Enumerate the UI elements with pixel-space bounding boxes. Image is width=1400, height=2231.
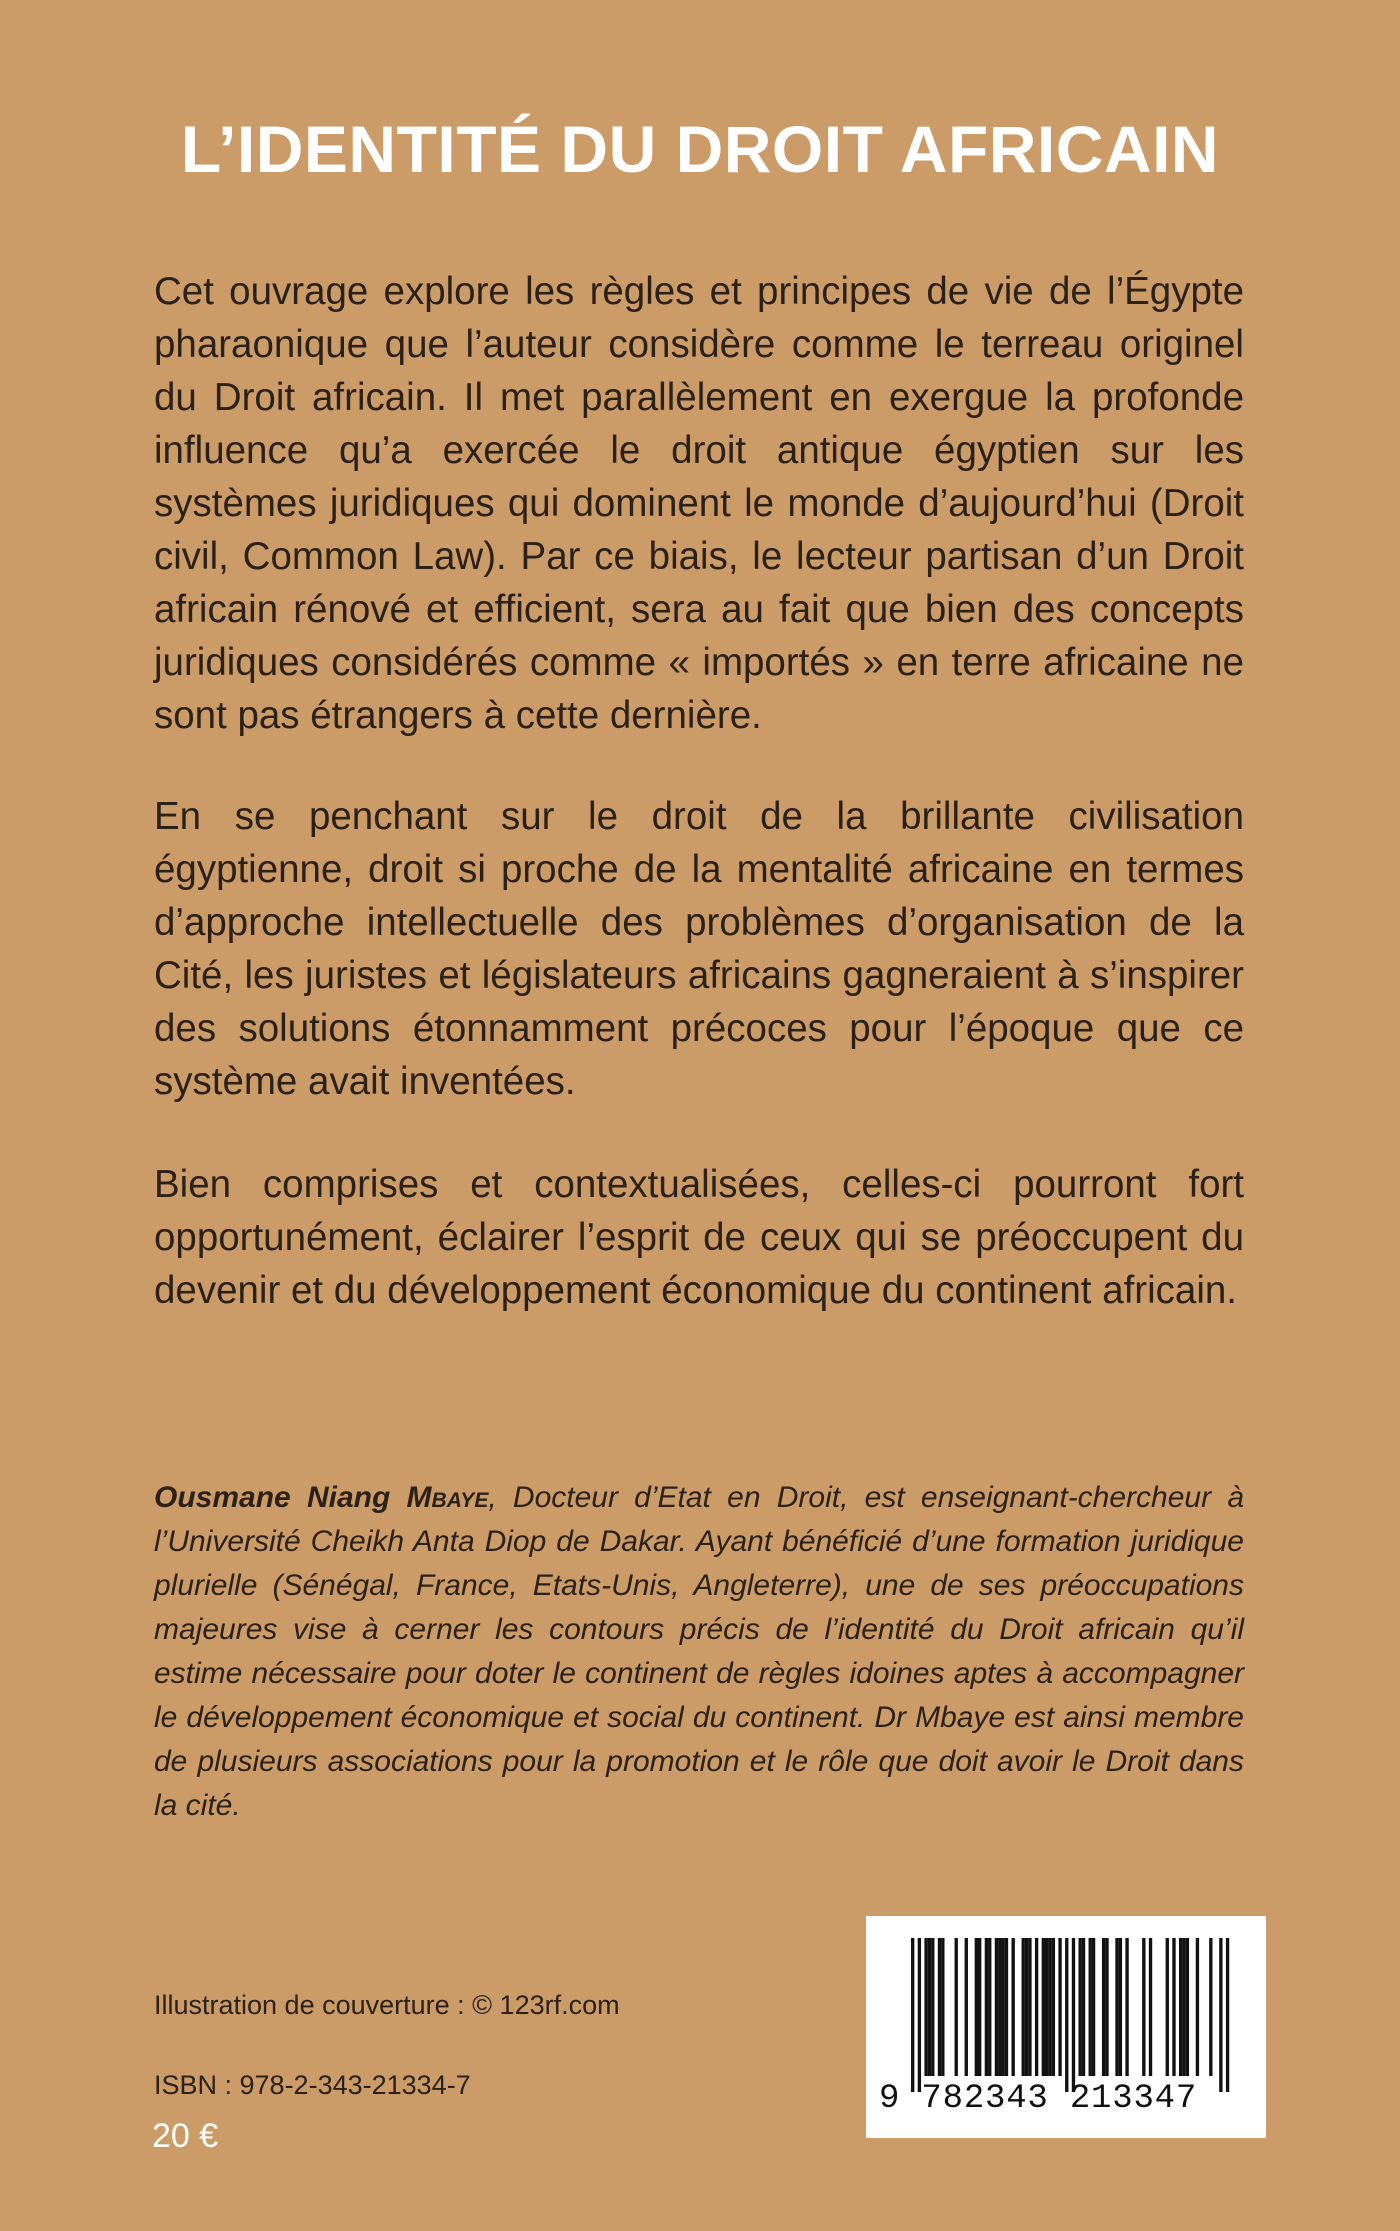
barcode-bar xyxy=(1079,1938,1082,2076)
barcode-bar xyxy=(1028,1938,1031,2076)
barcode-bar xyxy=(1179,1938,1182,2076)
author-name xyxy=(154,1481,488,1514)
barcode-bar xyxy=(965,1938,968,2076)
barcode-bar xyxy=(1186,1938,1189,2076)
barcode-bar xyxy=(1125,1938,1128,2076)
barcode-bar xyxy=(985,1938,988,2076)
barcode-bar xyxy=(1022,1938,1025,2076)
barcode-bar xyxy=(1042,1938,1045,2076)
barcode-bar xyxy=(1182,1938,1185,2076)
barcode-bar xyxy=(1005,1938,1008,2076)
blurb-paragraph-1: Cet ouvrage explore les règles et principes de vie de l’Égypte pharaonique que l’auteur considère comme le terreau originel du Droit africain. Il met parallèlement en exergue la profonde influence qu’a exercée le droit antique égyptien sur les systèmes juridiques qui dominent le monde d’aujourd’hui (Droit civil, Common Law). Par ce biais, le lecteur partisan d’un Droit africain rénové et efficient, sera au fait que bien des concepts juridiques considérés comme « importés » en terre africaine ne sont pas étrangers à cette dernière. xyxy=(154,270,1244,737)
barcode-bar xyxy=(1115,1938,1118,2076)
barcode-bar xyxy=(988,1938,991,2076)
barcode-bar xyxy=(1012,1938,1015,2076)
barcode-bar xyxy=(1092,1938,1095,2076)
barcode-bar xyxy=(1035,1938,1038,2076)
barcode-bar xyxy=(1102,1938,1105,2076)
barcode-bar xyxy=(978,1938,981,2076)
barcode-bar xyxy=(941,1938,944,2076)
barcode-digits: 9 782343 213347 xyxy=(879,2080,1198,2118)
barcode-bar xyxy=(1196,1938,1199,2076)
blurb-paragraph-2: En se penchant sur le droit de la brillante civilisation égyptienne, droit si proche de la mentalité africaine en termes d’approche intellectuelle des problèmes d’organisation de la Cité, les juristes et législateurs africains gagneraient à s’inspirer des solutions étonnamment précoces pour l’époque que ce système avait inventées. xyxy=(154,795,1244,1103)
barcode-bar xyxy=(1072,1938,1075,2092)
price: 20 € xyxy=(152,2117,219,2155)
barcode-bar xyxy=(975,1938,978,2076)
barcode-bar xyxy=(1226,1938,1229,2092)
barcode-bar xyxy=(1045,1938,1048,2076)
barcode-bar xyxy=(1089,1938,1092,2076)
author-surname: Mbaye xyxy=(406,1481,489,1514)
author-bio xyxy=(154,1476,1244,1828)
book-title: L’IDENTITÉ DU DROIT AFRICAIN xyxy=(180,112,1220,186)
barcode-bar xyxy=(1052,1938,1055,2076)
barcode-bar xyxy=(938,1938,941,2076)
barcode-bar xyxy=(1048,1938,1051,2076)
barcode-bar xyxy=(1166,1938,1169,2076)
illustration-credit: Illustration de couverture : © 123rf.com xyxy=(154,1990,620,2020)
barcode-bar xyxy=(1149,1938,1152,2076)
barcode-bar xyxy=(1219,1938,1222,2092)
author-bio-text: , Docteur d’Etat en Droit, est enseignant-chercheur à l’Université Cheikh Anta Diop de Dakar. Ayant bénéficié d’une formation juridique plurielle (Sénégal, France, Etats-Unis, Angleterre), une de ses préoccupations majeures vise à cerner les contours précis de l’identité du Droit africain qu’il estime nécessaire pour doter le continent de règles idoines aptes à accompagner le développement économique et social du continent. Dr Mbaye est ainsi membre de plusieurs associations pour la promotion et le rôle que doit avoir le Droit dans la cité. xyxy=(154,1481,1245,1822)
isbn: ISBN : 978-2-343-21334-7 xyxy=(154,2070,471,2100)
barcode-bar xyxy=(1001,1938,1004,2076)
barcode-bar xyxy=(1172,1938,1175,2076)
barcode-bar xyxy=(995,1938,998,2076)
barcode-bar xyxy=(1065,1938,1068,2092)
barcode-panel xyxy=(866,1916,1266,2138)
barcode-bar xyxy=(955,1938,958,2076)
barcode-bar xyxy=(1025,1938,1028,2076)
barcode-bar xyxy=(1142,1938,1145,2076)
barcode-bar xyxy=(918,1938,921,2092)
barcode-bar xyxy=(1058,1938,1061,2076)
barcode-bar xyxy=(931,1938,934,2076)
blurb-paragraph-3: Bien comprises et contextualisées, celles-ci pourront fort opportunément, éclairer l’esprit de ceux qui se préoccupent du devenir et du développement économique du continent africain. xyxy=(154,1163,1244,1312)
author-first-names: Ousmane Niang xyxy=(154,1481,391,1514)
barcode-bar xyxy=(928,1938,931,2076)
barcode-bar xyxy=(1119,1938,1122,2076)
barcode-bar xyxy=(1209,1938,1212,2076)
barcode-bar xyxy=(1105,1938,1108,2076)
barcode-bar xyxy=(998,1938,1001,2076)
barcode-bar xyxy=(911,1938,914,2092)
barcode-bar xyxy=(924,1938,927,2076)
barcode-bar xyxy=(1082,1938,1085,2076)
